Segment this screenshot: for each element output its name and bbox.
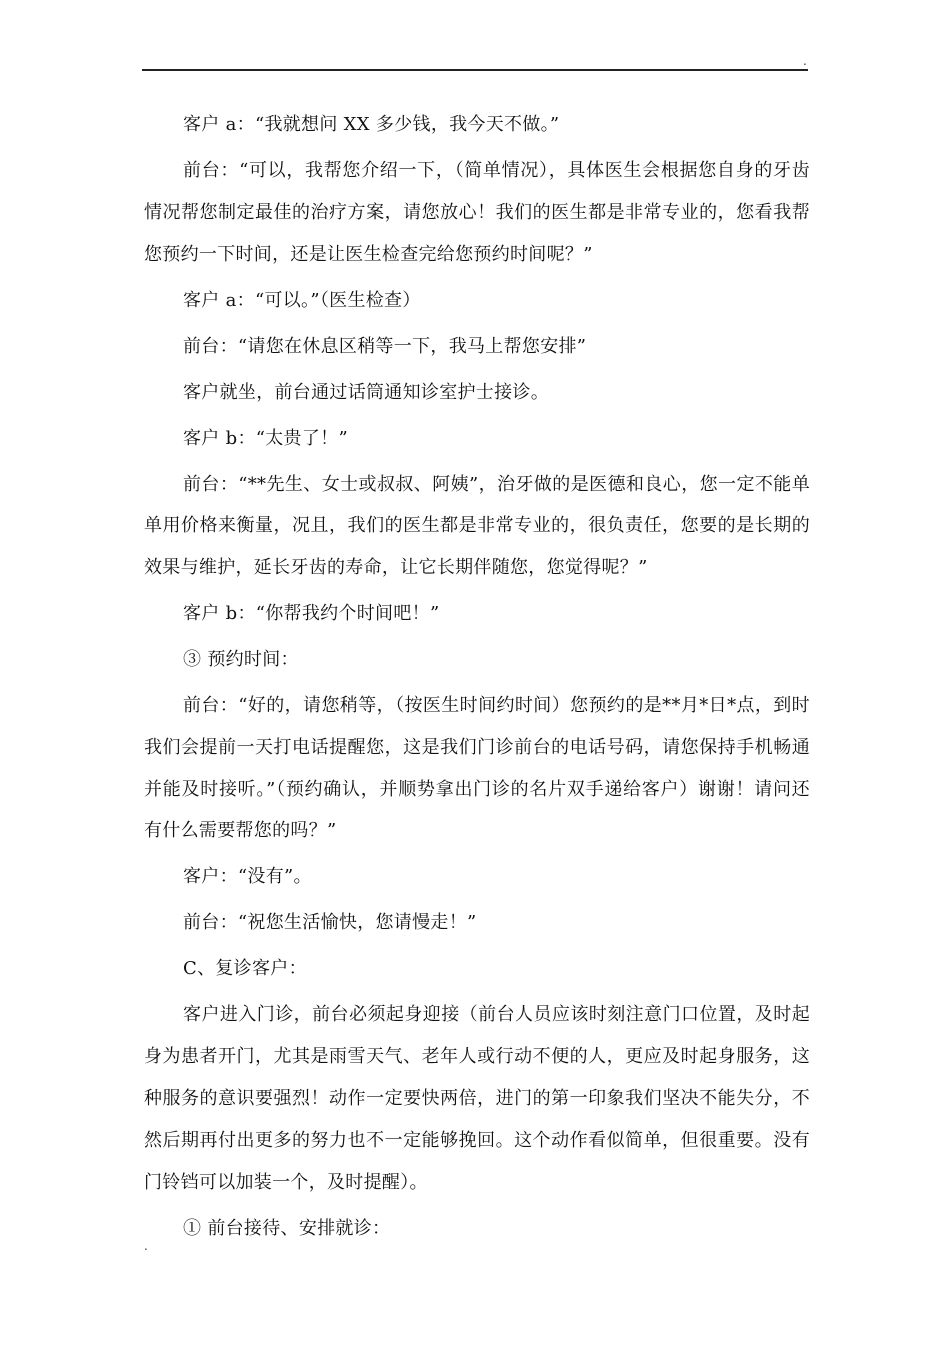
paragraph: 客户：“没有”。 bbox=[183, 866, 312, 888]
paragraph: 客户 b：“太贵了！” bbox=[183, 427, 348, 449]
paragraph: 客户就坐，前台通过话筒通知诊室护士接诊。 bbox=[183, 381, 549, 403]
document-body bbox=[144, 104, 810, 1254]
header-dot: . bbox=[803, 54, 807, 68]
section-heading: ① 前台接待、安排就诊： bbox=[183, 1217, 391, 1239]
paragraph: 前台：“可以，我帮您介绍一下，（简单情况），具体医生会根据您自身的牙齿情况帮您制定最佳的治疗方案，请您放心！我们的医生都是非常专业的，您看我帮您预约一下时间，还是让医生检查完给您预约时间呢？” bbox=[144, 159, 810, 265]
header-rule bbox=[142, 69, 808, 71]
paragraph: 前台：“**先生、女士或叔叔、阿姨”，治牙做的是医德和良心，您一定不能单单用价格来衡量，况且，我们的医生都是非常专业的，很负责任，您要的是长期的效果与维护，延长牙齿的寿命，让它长期伴随您，您觉得呢？” bbox=[144, 473, 810, 579]
paragraph: 前台：“祝您生活愉快，您请慢走！” bbox=[183, 912, 477, 934]
section-heading: C、复诊客户： bbox=[183, 958, 307, 980]
paragraph: 前台：“好的，请您稍等，（按医生时间约时间）您预约的是**月*日*点，到时我们会提前一天打电话提醒您，这是我们门诊前台的电话号码，请您保持手机畅通并能及时接听。”（预约确认，并顺势拿出门诊的名片双手递给客户）谢谢！请问还有什么需要帮您的吗？” bbox=[144, 695, 810, 842]
paragraph: 客户进入门诊，前台必须起身迎接（前台人员应该时刻注意门口位置，及时起身为患者开门，尤其是雨雪天气、老年人或行动不便的人，更应及时起身服务，这种服务的意识要强烈！动作一定要快两倍，进门的第一印象我们坚决不能失分，不然后期再付出更多的努力也不一定能够挽回。这个动作看似简单，但很重要。没有门铃铛可以加装一个，及时提醒）。 bbox=[144, 1004, 810, 1193]
paragraph: 客户 a：“我就想问 XX 多少钱，我今天不做。” bbox=[183, 114, 560, 135]
paragraph: 前台：“请您在休息区稍等一下，我马上帮您安排” bbox=[183, 335, 587, 357]
section-heading: ③ 预约时间： bbox=[183, 649, 299, 671]
footer-dot: . bbox=[144, 1239, 148, 1253]
paragraph: 客户 a：“可以。”（医生检查） bbox=[183, 289, 421, 311]
paragraph: 客户 b：“你帮我约个时间吧！” bbox=[183, 603, 440, 625]
